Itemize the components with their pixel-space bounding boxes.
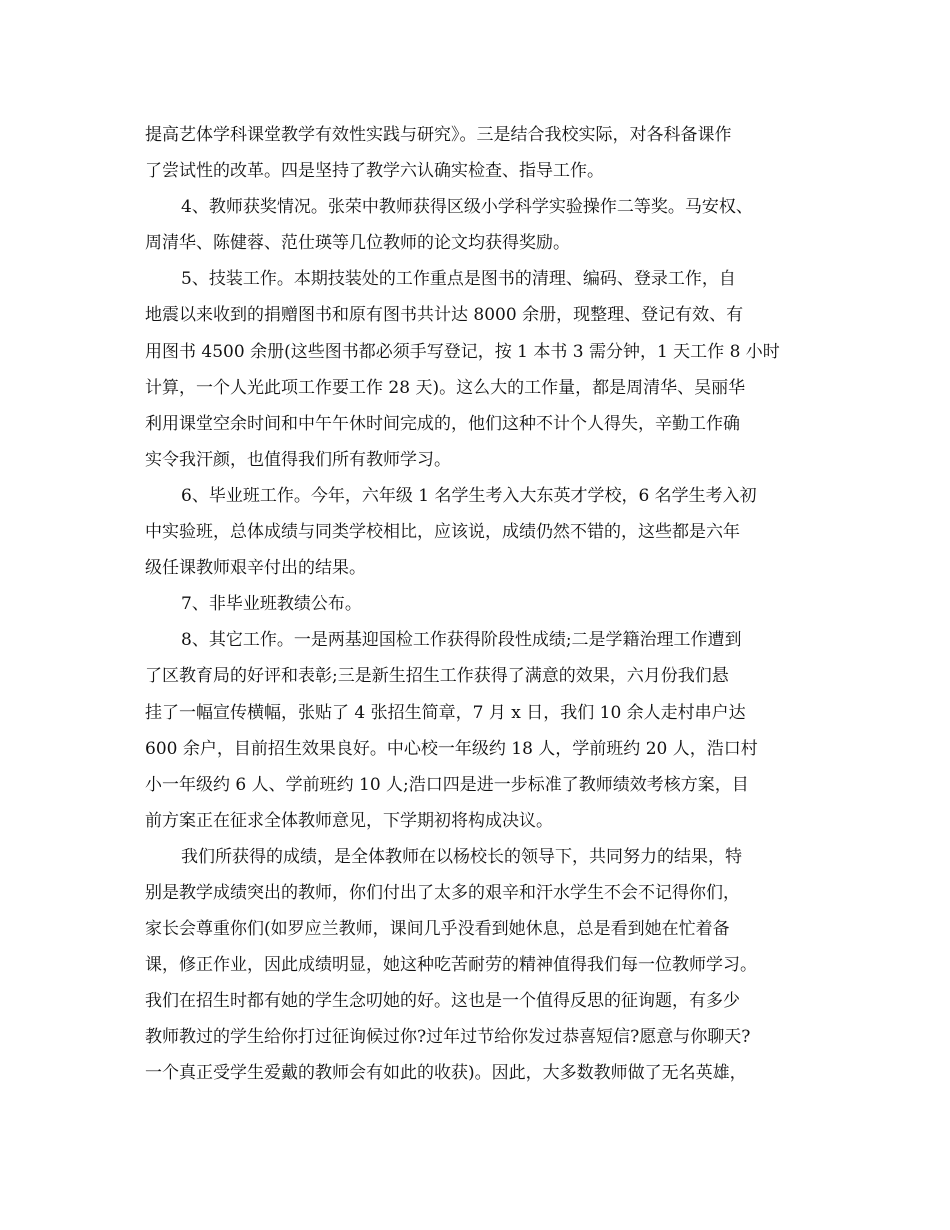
text-line: 用图书 4500 余册(这些图书都必须手写登记，按 1 本书 3 需分钟，1 天工作 8 小时 bbox=[145, 341, 780, 362]
text-line: 一个真正受学生爱戴的教师会有如此的收获)。因此，大多数教师做了无名英雄， bbox=[145, 1063, 747, 1084]
text-line: 课，修正作业，因此成绩明显，她这种吃苦耐劳的精神值得我们每一位教师学习。 bbox=[145, 955, 757, 976]
text-line: 利用课堂空余时间和中午午休时间完成的，他们这种不计个人得失，辛勤工作确 bbox=[145, 413, 740, 434]
paragraph-start-line: 5、技装工作。本期技装处的工作重点是图书的清理、编码、登录工作，自 bbox=[181, 269, 736, 290]
text-line: 别是教学成绩突出的教师，你们付出了太多的艰辛和汗水学生不会不记得你们， bbox=[145, 882, 740, 903]
text-line: 实令我汗颜，也值得我们所有教师学习。 bbox=[145, 449, 451, 470]
text-line: 了区教育局的好评和表彰;三是新生招生工作获得了满意的效果，六月份我们悬 bbox=[145, 666, 729, 687]
text-line: 级任课教师艰辛付出的结果。 bbox=[145, 558, 366, 579]
text-line: 地震以来收到的捐赠图书和原有图书共计达 8000 余册，现整理、登记有效、有 bbox=[145, 305, 744, 326]
paragraph-start-line: 6、毕业班工作。今年，六年级 1 名学生考入大东英才学校，6 名学生考入初 bbox=[181, 485, 757, 506]
text-line: 中实验班，总体成绩与同类学校相比，应该说，成绩仍然不错的，这些都是六年 bbox=[145, 522, 740, 543]
text-line: 周清华、陈健蓉、范仕瑛等几位教师的论文均获得奖励。 bbox=[145, 233, 570, 254]
paragraph-start-line: 4、教师获奖情况。张荣中教师获得区级小学科学实验操作二等奖。马安权、 bbox=[181, 197, 753, 218]
text-line: 小一年级约 6 人、学前班约 10 人;浩口四是进一步标准了教师绩效考核方案，目 bbox=[145, 774, 749, 795]
text-line: 挂了一幅宣传横幅，张贴了 4 张招生简章，7 月 x 日，我们 10 余人走村串户达 bbox=[145, 702, 746, 723]
text-line: 600 余户，目前招生效果良好。中心校一年级约 18 人，学前班约 20 人，浩口村 bbox=[145, 738, 758, 759]
paragraph-start-line: 7、非毕业班教绩公布。 bbox=[181, 594, 362, 615]
paragraph-start-line: 8、其它工作。一是两基迎国检工作获得阶段性成绩;二是学籍治理工作遭到 bbox=[181, 630, 742, 651]
text-line: 前方案正在征求全体教师意见，下学期初将构成决议。 bbox=[145, 810, 553, 831]
text-line: 我们在招生时都有她的学生念叨她的好。这也是一个值得反思的征询题，有多少 bbox=[145, 991, 740, 1012]
text-line: 提高艺体学科课堂教学有效性实践与研究》。三是结合我校实际，对各科备课作 bbox=[145, 125, 732, 145]
text-line: 教师教过的学生给你打过征询候过你?过年过节给你发过恭喜短信?愿意与你聊天? bbox=[145, 1027, 751, 1048]
text-line: 了尝试性的改革。四是坚持了教学六认确实检查、指导工作。 bbox=[145, 161, 604, 182]
document-body bbox=[145, 117, 825, 1092]
text-line: 计算，一个人光此项工作要工作 28 天)。这么大的工作量，都是周清华、吴丽华 bbox=[145, 377, 746, 398]
text-line: 家长会尊重你们(如罗应兰教师，课间几乎没看到她休息，总是看到她在忙着备 bbox=[145, 919, 730, 940]
paragraph-start-line: 我们所获得的成绩，是全体教师在以杨校长的领导下，共同努力的结果，特 bbox=[181, 846, 742, 867]
